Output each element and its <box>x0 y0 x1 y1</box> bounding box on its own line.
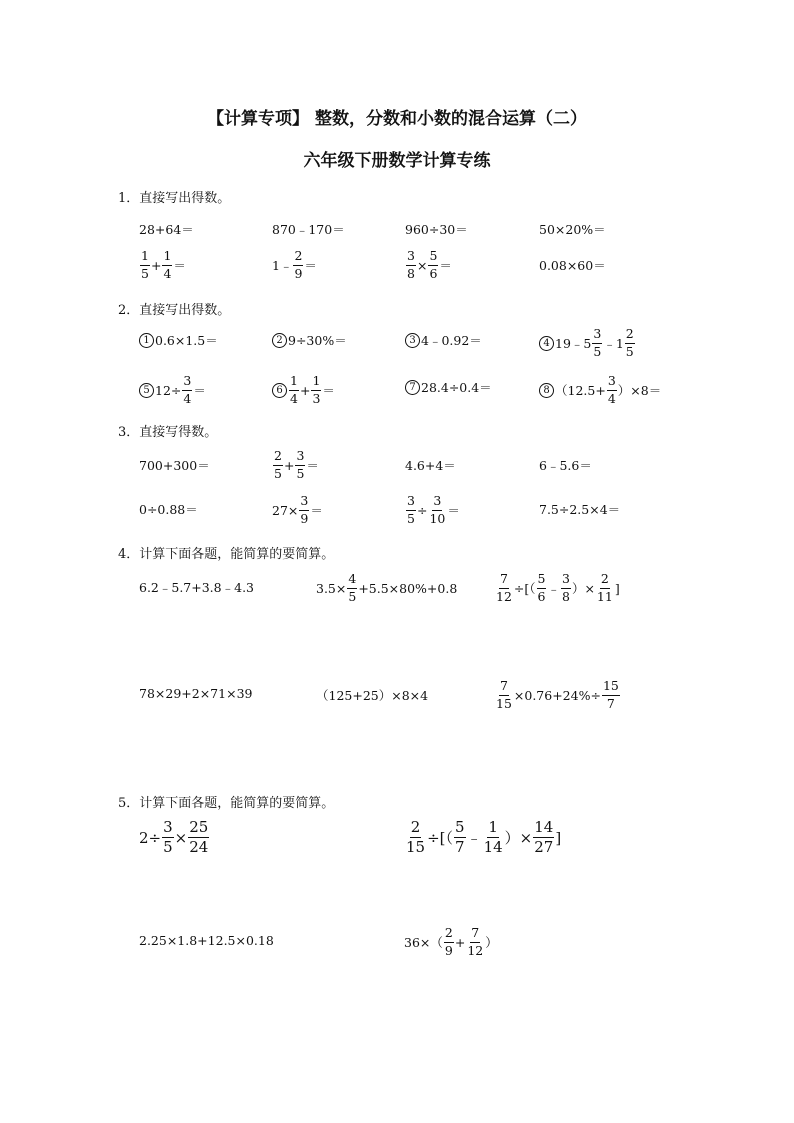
fraction: $\frac{7}{12}$ <box>467 925 484 958</box>
fraction: $\frac{1}{3}$ <box>312 373 321 406</box>
problem-1b: 870﹣170＝ <box>272 222 345 237</box>
problem-3f: 27× $\frac{3}{9}$ ＝ <box>272 493 323 526</box>
problem-2g: 7 28.4÷0.4＝ <box>405 378 492 396</box>
fraction: $\frac{14}{27}$ <box>534 818 554 856</box>
circled-number: 2 <box>272 333 287 348</box>
fraction: $\frac{7}{15}$ <box>496 678 512 711</box>
page-subtitle: 六年级下册数学计算专练 <box>303 151 491 171</box>
fraction: $\frac{5}{7}$ <box>455 818 465 856</box>
problem-5d: 36×（ $\frac{2}{9}$ + $\frac{7}{12}$ ） <box>404 925 498 958</box>
circled-number: 1 <box>139 333 154 348</box>
fraction: $\frac{1}{4}$ <box>163 248 172 281</box>
fraction: $\frac{3}{8}$ <box>407 248 415 281</box>
circled-number: 6 <box>272 383 287 398</box>
fraction: $\frac{4}{5}$ <box>348 571 357 604</box>
problem-2a: 1 0.6×1.5＝ <box>139 331 218 349</box>
problem-4b: 3.5× $\frac{4}{5}$ +5.5×80%+0.8 <box>316 571 458 604</box>
fraction: $\frac{3}{10}$ <box>429 493 446 526</box>
problem-1c: 960÷30＝ <box>405 222 468 237</box>
problem-2e: 5 12÷ $\frac{3}{4}$ ＝ <box>139 375 206 405</box>
circled-number: 8 <box>539 383 554 398</box>
fraction: $\frac{3}{5}$ <box>407 493 415 526</box>
fraction: $\frac{2}{9}$ <box>444 925 453 958</box>
problem-1d: 50×20%＝ <box>539 222 606 237</box>
problem-2d: 4 19﹣5 $\frac{3}{5}$ ﹣1 $\frac{2}{5}$ <box>539 328 636 358</box>
fraction: $\frac{5}{6}$ <box>429 248 438 281</box>
section-1-heading: 1．直接写出得数。 <box>118 191 231 206</box>
fraction: $\frac{2}{5}$ <box>274 448 282 481</box>
fraction: $\frac{3}{5}$ <box>593 326 602 359</box>
section-3-heading: 3．直接写得数。 <box>118 425 218 440</box>
fraction: $\frac{2}{9}$ <box>294 248 303 281</box>
problem-1e: $\frac{1}{5}$ + $\frac{1}{4}$ ＝ <box>141 248 186 281</box>
fraction: $\frac{2}{11}$ <box>596 571 613 604</box>
circled-number: 5 <box>139 383 154 398</box>
problem-1h: 0.08×60＝ <box>539 258 606 273</box>
fraction: $\frac{25}{24}$ <box>189 818 209 856</box>
problem-2h: 8 （12.5+ $\frac{3}{4}$ ）×8＝ <box>539 375 661 405</box>
page-title: 【计算专项】 整数，分数和小数的混合运算（二） <box>207 109 587 129</box>
problem-1f: 1﹣ $\frac{2}{9}$ ＝ <box>272 248 317 281</box>
fraction: $\frac{15}{7}$ <box>602 678 619 711</box>
fraction: $\frac{3}{4}$ <box>183 373 192 406</box>
section-4-heading: 4．计算下面各题，能简算的要简算。 <box>118 547 335 562</box>
fraction: $\frac{3}{5}$ <box>163 818 173 856</box>
problem-3b: $\frac{2}{5}$ + $\frac{3}{5}$ ＝ <box>274 448 319 481</box>
fraction: $\frac{3}{5}$ <box>296 448 305 481</box>
fraction: $\frac{1}{14}$ <box>483 818 503 856</box>
problem-5b: $\frac{2}{15}$ ÷[（ $\frac{5}{7}$ ﹣ $\frac{1}{14}$ ）× $\frac{14}{27}$ ] <box>406 818 562 856</box>
circled-number: 4 <box>539 336 554 351</box>
problem-4c: $\frac{7}{12}$ ÷[（ $\frac{5}{6}$ ﹣ $\frac{3}{8}$ ）× $\frac{2}{11}$ ] <box>496 571 620 604</box>
fraction: $\frac{3}{8}$ <box>561 571 570 604</box>
problem-4e: （125+25）×8×4 <box>316 688 429 703</box>
problem-2c: 3 4﹣0.92＝ <box>405 331 482 349</box>
section-5-heading: 5．计算下面各题，能简算的要简算。 <box>118 796 335 811</box>
circled-number: 3 <box>405 333 420 348</box>
problem-2f: 6 $\frac{1}{4}$ + $\frac{1}{3}$ ＝ <box>272 375 335 405</box>
problem-3g: $\frac{3}{5}$ ÷ $\frac{3}{10}$ ＝ <box>407 493 460 526</box>
problem-5c: 2.25×1.8+12.5×0.18 <box>139 933 274 948</box>
problem-3a: 700+300＝ <box>139 458 210 473</box>
problem-5a: 2÷ $\frac{3}{5}$ × $\frac{25}{24}$ <box>139 818 209 856</box>
problem-4d: 78×29+2×71×39 <box>139 686 253 701</box>
circled-number: 7 <box>405 380 420 395</box>
fraction: $\frac{1}{4}$ <box>290 373 298 406</box>
problem-1g: $\frac{3}{8}$ × $\frac{5}{6}$ ＝ <box>407 248 452 281</box>
problem-4f: $\frac{7}{15}$ ×0.76+24%÷ $\frac{15}{7}$ <box>496 678 619 711</box>
fraction: $\frac{3}{4}$ <box>607 373 616 406</box>
fraction: $\frac{2}{15}$ <box>406 818 426 856</box>
section-2-heading: 2．直接写出得数。 <box>118 303 231 318</box>
fraction: $\frac{5}{6}$ <box>537 571 546 604</box>
problem-3e: 0÷0.88＝ <box>139 502 198 517</box>
fraction: $\frac{1}{5}$ <box>141 248 149 281</box>
problem-3c: 4.6+4＝ <box>405 458 456 473</box>
fraction: $\frac{7}{12}$ <box>496 571 512 604</box>
problem-2b: 2 9÷30%＝ <box>272 331 347 349</box>
problem-4a: 6.2﹣5.7+3.8﹣4.3 <box>139 580 254 595</box>
fraction: $\frac{3}{9}$ <box>300 493 309 526</box>
fraction: $\frac{2}{5}$ <box>625 326 634 359</box>
problem-1a: 28+64＝ <box>139 222 194 237</box>
problem-3d: 6﹣5.6＝ <box>539 458 592 473</box>
problem-3h: 7.5÷2.5×4＝ <box>539 502 621 517</box>
